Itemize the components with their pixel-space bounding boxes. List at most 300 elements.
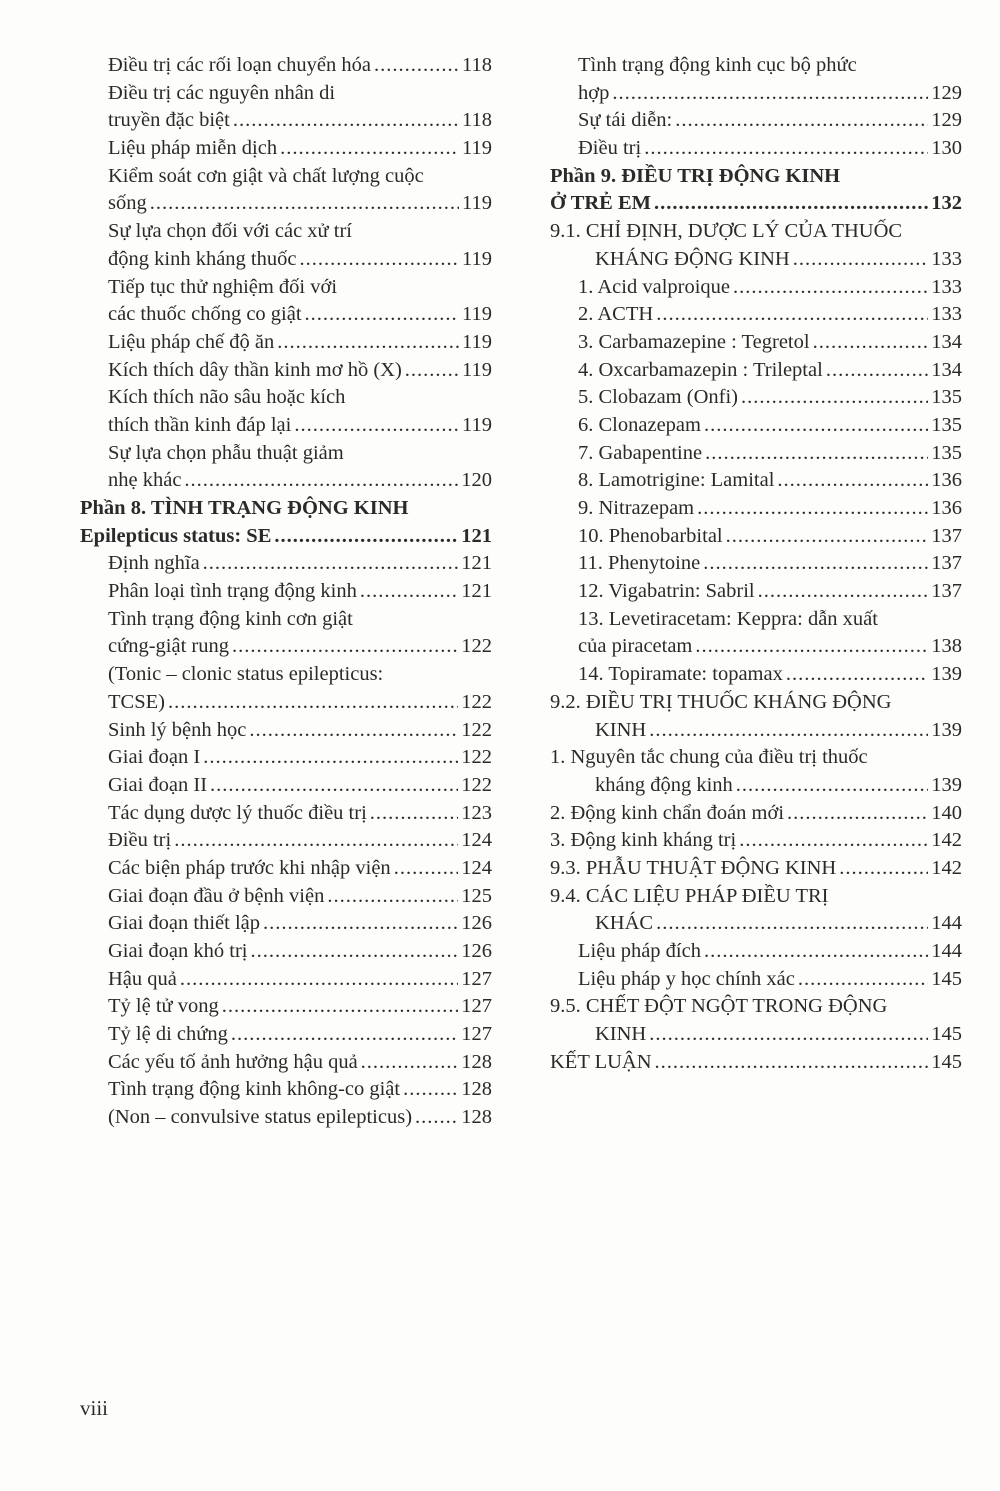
- toc-entry-line: [550, 661, 962, 689]
- toc-entry-line: [80, 550, 492, 578]
- toc-page-number: 136: [931, 497, 962, 519]
- toc-entry[interactable]: [80, 800, 492, 828]
- toc-entry[interactable]: [550, 606, 962, 661]
- toc-entry-line: [80, 163, 492, 191]
- toc-entry[interactable]: [550, 800, 962, 828]
- dot-leader: [203, 744, 458, 772]
- toc-entry-title: Điều trị: [578, 137, 642, 160]
- toc-entry-line: [550, 578, 962, 606]
- dot-leader: [649, 1021, 928, 1049]
- toc-entry-line: [80, 938, 492, 966]
- toc-page-number: 134: [931, 330, 962, 353]
- toc-entry-title: 4. Oxcarbamazepin : Trileptal: [578, 358, 823, 381]
- toc-entry-title: 12. Vigabatrin: Sabril: [578, 580, 755, 603]
- toc-entry-title: Kiểm soát cơn giật và chất lượng cuộc: [108, 164, 424, 187]
- toc-entry[interactable]: [80, 661, 492, 716]
- toc-entry[interactable]: [80, 855, 492, 883]
- toc-page-number: 133: [931, 303, 962, 326]
- toc-entry[interactable]: [550, 495, 962, 523]
- toc-entry[interactable]: [550, 938, 962, 966]
- dot-leader: [695, 633, 928, 661]
- toc-entry-title: Điều trị: [108, 829, 172, 852]
- toc-entry-line: [80, 218, 492, 246]
- toc-entry-line: [80, 301, 492, 329]
- toc-entry-line: [550, 827, 962, 855]
- dot-leader: [813, 329, 929, 357]
- toc-entry-title: KINH: [595, 1023, 647, 1046]
- toc-entry[interactable]: [80, 52, 492, 80]
- toc-entry[interactable]: [550, 550, 962, 578]
- toc-entry[interactable]: [550, 440, 962, 468]
- dot-leader: [654, 190, 928, 218]
- dot-leader: [736, 772, 928, 800]
- toc-entry-title: Điều trị các nguyên nhân di: [108, 81, 336, 104]
- dot-leader: [203, 550, 459, 578]
- toc-page-number: 135: [931, 413, 962, 436]
- dot-leader: [704, 938, 928, 966]
- toc-page-number: 138: [931, 635, 962, 658]
- toc-entry-line: [80, 1021, 492, 1049]
- toc-page-number: 124: [461, 856, 492, 879]
- toc-entry-line: [80, 578, 492, 606]
- toc-entry-title: 5. Clobazam (Onfi): [578, 386, 738, 409]
- toc-entry[interactable]: [550, 523, 962, 551]
- toc-page-number: 126: [461, 940, 492, 962]
- toc-entry-title: 9.3. PHẪU THUẬT ĐỘNG KINH: [550, 856, 837, 879]
- toc-page-number: 127: [461, 1023, 492, 1046]
- toc-entry-line: [550, 744, 962, 772]
- dot-leader: [655, 1049, 929, 1077]
- toc-page-number: 118: [462, 54, 492, 76]
- toc-entry-title: Tỷ lệ tử vong: [108, 995, 219, 1018]
- toc-entry[interactable]: [550, 689, 962, 744]
- toc-page-number: 125: [461, 884, 492, 907]
- toc-entry-line: [550, 301, 962, 329]
- dot-leader: [327, 883, 458, 911]
- toc-section-heading[interactable]: [550, 163, 962, 218]
- toc-entry-title: KINH: [595, 718, 647, 741]
- dot-leader: [705, 440, 928, 468]
- toc-entry-line: [80, 495, 492, 523]
- toc-page-number: 127: [461, 967, 492, 990]
- toc-entry[interactable]: [550, 467, 962, 495]
- toc-entry[interactable]: [80, 883, 492, 911]
- toc-entry-title: Giai đoạn II: [108, 773, 208, 796]
- toc-entry-title: 3. Carbamazepine : Tegretol: [578, 330, 810, 353]
- toc-entry-title: 11. Phenytoine: [578, 552, 701, 575]
- toc-entry-title: cứng-giật rung: [108, 635, 229, 658]
- toc-entry-title: truyền đặc biệt: [108, 109, 230, 132]
- toc-page-number: 121: [461, 524, 492, 547]
- dot-leader: [777, 467, 928, 495]
- toc-entry-title: Giai đoạn I: [108, 746, 201, 769]
- toc-entry[interactable]: [550, 855, 962, 883]
- toc-page-number: 134: [931, 358, 962, 381]
- dot-leader: [263, 910, 458, 938]
- dot-leader: [294, 412, 459, 440]
- toc-entry[interactable]: [80, 910, 492, 938]
- toc-entry-title: Tình trạng động kinh cục bộ phức: [578, 54, 857, 76]
- dot-leader: [370, 800, 458, 828]
- toc-entry-line: [550, 384, 962, 412]
- dot-leader: [299, 246, 459, 274]
- toc-entry-title: Định nghĩa: [108, 552, 200, 575]
- toc-entry-line: [550, 689, 962, 717]
- toc-entry-line: [550, 910, 962, 938]
- toc-entry-line: [80, 52, 492, 80]
- toc-entry-title: các thuốc chống co giật: [108, 303, 302, 326]
- toc-page-number: 133: [931, 247, 962, 270]
- toc-entry-title: Liệu pháp miễn dịch: [108, 137, 278, 160]
- dot-leader: [798, 966, 928, 994]
- toc-entry-line: [550, 606, 962, 634]
- toc-entry-line: [80, 412, 492, 440]
- toc-entry-title: Epilepticus status: SE: [80, 524, 272, 547]
- toc-page-number: 119: [462, 192, 492, 215]
- toc-page-number: 119: [462, 303, 492, 326]
- toc-entry-line: [80, 883, 492, 911]
- toc-entry[interactable]: [550, 218, 962, 273]
- toc-entry[interactable]: [550, 966, 962, 994]
- toc-entry-line: [80, 633, 492, 661]
- toc-entry-line: [80, 827, 492, 855]
- toc-entry-line: [80, 966, 492, 994]
- toc-entry[interactable]: [80, 80, 492, 135]
- toc-entry-line: [80, 910, 492, 938]
- toc-page-number: 142: [931, 856, 962, 879]
- dot-leader: [656, 910, 928, 938]
- dot-leader: [675, 107, 928, 135]
- toc-entry[interactable]: [550, 827, 962, 855]
- toc-entry-title: động kinh kháng thuốc: [108, 247, 297, 270]
- toc-page-number: 129: [931, 109, 962, 132]
- toc-entry[interactable]: [550, 301, 962, 329]
- toc-entry-title: KHÁC: [595, 912, 654, 935]
- toc-entry[interactable]: [80, 163, 492, 218]
- toc-entry-line: [80, 467, 492, 495]
- toc-entry-title: Sự lựa chọn đối với các xử trí: [108, 220, 352, 243]
- toc-page-number: 137: [931, 524, 962, 547]
- toc-entry-line: [80, 1104, 492, 1132]
- toc-page-number: 122: [461, 773, 492, 796]
- toc-entry-title: Sự lựa chọn phẫu thuật giảm: [108, 441, 344, 464]
- dot-leader: [274, 523, 458, 551]
- dot-leader: [403, 1076, 458, 1104]
- dot-leader: [251, 938, 459, 966]
- dot-leader: [726, 523, 929, 551]
- toc-entry-title: kháng động kinh: [595, 773, 733, 796]
- toc-entry[interactable]: [80, 772, 492, 800]
- dot-leader: [277, 329, 459, 357]
- toc-entry[interactable]: [550, 578, 962, 606]
- toc-entry[interactable]: [80, 606, 492, 661]
- toc-entry[interactable]: [550, 135, 962, 163]
- toc-entry[interactable]: [80, 1076, 492, 1104]
- toc-entry-title: sống: [108, 192, 147, 215]
- toc-entry-line: [80, 855, 492, 883]
- toc-entry-title: 6. Clonazepam: [578, 413, 701, 436]
- toc-entry-title: Tỷ lệ di chứng: [108, 1023, 228, 1046]
- toc-entry-line: [550, 80, 962, 108]
- toc-entry-title: 9.4. CÁC LIỆU PHÁP ĐIỀU TRỊ: [550, 884, 829, 907]
- dot-leader: [649, 717, 928, 745]
- dot-leader: [184, 467, 458, 495]
- toc-entry-line: [550, 772, 962, 800]
- toc-entry-title: Tình trạng động kinh không-co giật: [108, 1078, 401, 1101]
- toc-entry-title: Các biện pháp trước khi nhập viện: [108, 856, 391, 879]
- toc-entry-title: Sinh lý bệnh học: [108, 718, 247, 741]
- toc-page-number: 139: [931, 663, 962, 686]
- toc-entry-title: Tiếp tục thử nghiệm đối với: [108, 275, 338, 298]
- toc-entry[interactable]: [550, 329, 962, 357]
- toc-entry[interactable]: [80, 578, 492, 606]
- toc-entry[interactable]: [80, 274, 492, 329]
- dot-leader: [739, 827, 928, 855]
- toc-entry[interactable]: [80, 550, 492, 578]
- toc-entry-line: [80, 744, 492, 772]
- toc-entry[interactable]: [550, 993, 962, 1048]
- dot-leader: [644, 135, 928, 163]
- toc-entry-line: [550, 440, 962, 468]
- toc-entry[interactable]: [80, 218, 492, 273]
- toc-page-number: 122: [461, 746, 492, 769]
- toc-right-column: [550, 52, 962, 1076]
- toc-entry-title: nhẹ khác: [108, 469, 182, 492]
- toc-entry-title: Liệu pháp đích: [578, 940, 701, 962]
- toc-entry-line: [550, 329, 962, 357]
- toc-page-number: 122: [461, 718, 492, 741]
- toc-entry-title: KẾT LUẬN: [550, 1050, 652, 1073]
- toc-entry-title: (Non – convulsive status epilepticus): [108, 1106, 413, 1129]
- toc-entry-line: [550, 274, 962, 302]
- toc-entry-title: 7. Gabapentine: [578, 441, 703, 464]
- toc-entry-line: [550, 1049, 962, 1077]
- toc-entry[interactable]: [80, 1104, 492, 1132]
- dot-leader: [210, 772, 458, 800]
- toc-page-number: 133: [931, 275, 962, 298]
- toc-entry-title: 9. Nitrazepam: [578, 497, 695, 519]
- toc-entry-line: [550, 190, 962, 218]
- toc-page-number: 140: [931, 801, 962, 824]
- toc-page-number: 139: [931, 718, 962, 741]
- toc-entry-title: TCSE): [108, 690, 165, 713]
- toc-page-number: 118: [462, 109, 492, 132]
- toc-entry[interactable]: [80, 1021, 492, 1049]
- toc-page-number: 144: [931, 940, 962, 962]
- dot-leader: [703, 550, 928, 578]
- toc-page-number: 119: [462, 358, 492, 381]
- toc-page-number: 120: [461, 469, 492, 492]
- toc-page-number: 121: [461, 580, 492, 603]
- dot-leader: [280, 135, 459, 163]
- page-number: viii: [80, 1396, 109, 1420]
- toc-entry-line: [80, 689, 492, 717]
- dot-leader: [415, 1104, 458, 1132]
- toc-entry-title: 2. Động kinh chẩn đoán mới: [550, 801, 785, 824]
- toc-page-number: 122: [461, 690, 492, 713]
- toc-entry-line: [80, 135, 492, 163]
- toc-entry-title: 2. ACTH: [578, 303, 654, 326]
- toc-entry-line: [550, 135, 962, 163]
- dot-leader: [697, 495, 928, 523]
- dot-leader: [305, 301, 459, 329]
- toc-page-number: 145: [931, 1050, 962, 1073]
- toc-entry-title: Tác dụng dược lý thuốc điều trị: [108, 801, 367, 824]
- toc-entry-line: [80, 440, 492, 468]
- toc-page-number: 119: [462, 330, 492, 353]
- dot-leader: [361, 1049, 459, 1077]
- toc-entry[interactable]: [550, 357, 962, 385]
- toc-page-number: 128: [461, 1050, 492, 1073]
- toc-entry-line: [550, 938, 962, 966]
- toc-entry[interactable]: [550, 661, 962, 689]
- toc-entry[interactable]: [80, 135, 492, 163]
- toc-entry-line: [550, 163, 962, 191]
- toc-page-number: 145: [931, 967, 962, 990]
- toc-page-number: 135: [931, 386, 962, 409]
- dot-leader: [231, 1021, 458, 1049]
- toc-entry[interactable]: [550, 412, 962, 440]
- dot-leader: [174, 827, 458, 855]
- toc-entry[interactable]: [80, 744, 492, 772]
- toc-entry-line: [550, 993, 962, 1021]
- toc-entry-title: Các yếu tố ảnh hưởng hậu quả: [108, 1050, 358, 1073]
- toc-entry[interactable]: [550, 52, 962, 107]
- toc-entry-line: [550, 52, 962, 80]
- dot-leader: [839, 855, 928, 883]
- toc-page-number: 121: [461, 552, 492, 575]
- toc-entry-title: 1. Nguyên tắc chung của điều trị thuốc: [550, 746, 868, 769]
- toc-entry-line: [550, 412, 962, 440]
- toc-entry[interactable]: [80, 966, 492, 994]
- toc-entry-title: Phân loại tình trạng động kinh: [108, 580, 357, 603]
- toc-section-heading[interactable]: [80, 495, 492, 550]
- dot-leader: [793, 246, 929, 274]
- dot-leader: [612, 80, 928, 108]
- dot-leader: [222, 993, 459, 1021]
- toc-entry[interactable]: [550, 274, 962, 302]
- toc-page-number: 129: [931, 81, 962, 104]
- toc-entry[interactable]: [80, 993, 492, 1021]
- toc-entry[interactable]: [80, 1049, 492, 1077]
- toc-page-number: 130: [931, 137, 962, 160]
- toc-entry-title: Tình trạng động kinh cơn giật: [108, 607, 353, 630]
- toc-entry-title: 9.2. ĐIỀU TRỊ THUỐC KHÁNG ĐỘNG: [550, 690, 892, 713]
- toc-entry-title: Ở TRẺ EM: [550, 192, 651, 215]
- toc-page-number: 124: [461, 829, 492, 852]
- toc-page-number: 144: [931, 912, 962, 935]
- toc-entry-title: 13. Levetiracetam: Keppra: dẫn xuất: [578, 607, 878, 630]
- toc-entry-line: [80, 1049, 492, 1077]
- toc-entry-line: [80, 329, 492, 357]
- toc-entry-title: thích thần kinh đáp lại: [108, 413, 292, 436]
- toc-entry[interactable]: [550, 1049, 962, 1077]
- dot-leader: [733, 274, 928, 302]
- toc-entry-line: [80, 800, 492, 828]
- toc-entry-line: [80, 993, 492, 1021]
- dot-leader: [786, 661, 928, 689]
- toc-page-number: 135: [931, 441, 962, 464]
- toc-entry-title: Giai đoạn đầu ở bệnh viện: [108, 884, 325, 907]
- dot-leader: [787, 800, 928, 828]
- dot-leader: [168, 689, 458, 717]
- toc-entry[interactable]: [550, 107, 962, 135]
- dot-leader: [405, 357, 459, 385]
- toc-page-number: 137: [931, 552, 962, 575]
- toc-entry-title: 3. Động kinh kháng trị: [550, 829, 737, 852]
- toc-entry-line: [550, 800, 962, 828]
- toc-page-number: 132: [931, 192, 962, 215]
- toc-left-column: [80, 52, 492, 1132]
- dot-leader: [394, 855, 459, 883]
- toc-page-number: 127: [461, 995, 492, 1018]
- toc-entry-line: [550, 246, 962, 274]
- toc-page-number: 128: [461, 1106, 492, 1129]
- toc-entry[interactable]: [80, 827, 492, 855]
- toc-entry-title: Kích thích dây thần kinh mơ hồ (X): [108, 358, 402, 381]
- toc-entry-title: (Tonic – clonic status epilepticus:: [108, 663, 384, 686]
- toc-entry-line: [80, 274, 492, 302]
- toc-page-number: 119: [462, 137, 492, 160]
- toc-page-number: 119: [462, 247, 492, 270]
- toc-entry-title: Điều trị các rối loạn chuyển hóa: [108, 54, 371, 76]
- toc-entry-line: [550, 966, 962, 994]
- toc-entry[interactable]: [550, 883, 962, 938]
- toc-page-number: 136: [931, 469, 962, 492]
- toc-entry[interactable]: [80, 717, 492, 745]
- toc-page-number: 126: [461, 912, 492, 935]
- toc-entry-title: KHÁNG ĐỘNG KINH: [595, 247, 790, 270]
- toc-entry-line: [550, 218, 962, 246]
- toc-entry-line: [550, 1021, 962, 1049]
- toc-entry-line: [550, 523, 962, 551]
- toc-entry-line: [550, 550, 962, 578]
- dot-leader: [249, 717, 458, 745]
- toc-entry-line: [550, 633, 962, 661]
- toc-entry-line: [550, 883, 962, 911]
- toc-page-number: 137: [931, 580, 962, 603]
- toc-entry[interactable]: [550, 744, 962, 799]
- toc-entry-title: Giai đoạn khó trị: [108, 940, 248, 962]
- toc-entry-line: [550, 357, 962, 385]
- dot-leader: [180, 966, 458, 994]
- toc-entry-title: Hậu quả: [108, 967, 177, 990]
- dot-leader: [374, 52, 459, 80]
- toc-page-number: 145: [931, 1023, 962, 1046]
- toc-entry-title: 9.5. CHẾT ĐỘT NGỘT TRONG ĐỘNG: [550, 995, 888, 1018]
- toc-page-number: 139: [931, 773, 962, 796]
- toc-entry[interactable]: [80, 440, 492, 495]
- toc-entry[interactable]: [80, 329, 492, 357]
- toc-entry[interactable]: [80, 938, 492, 966]
- toc-entry-line: [80, 357, 492, 385]
- toc-entry-title: 10. Phenobarbital: [578, 524, 723, 547]
- toc-entry-line: [550, 855, 962, 883]
- toc-entry[interactable]: [80, 384, 492, 439]
- toc-entry-line: [80, 1076, 492, 1104]
- toc-entry-title: của piracetam: [578, 635, 693, 658]
- toc-entry-line: [80, 717, 492, 745]
- toc-entry[interactable]: [550, 384, 962, 412]
- toc-entry-line: [550, 107, 962, 135]
- dot-leader: [232, 633, 458, 661]
- toc-entry-title: Phần 8. TÌNH TRẠNG ĐỘNG KINH: [80, 497, 409, 519]
- toc-entry-title: Kích thích não sâu hoặc kích: [108, 386, 346, 409]
- toc-entry-line: [80, 80, 492, 108]
- toc-entry[interactable]: [80, 357, 492, 385]
- toc-entry-title: 9.1. CHỈ ĐỊNH, DƯỢC LÝ CỦA THUỐC: [550, 220, 903, 243]
- dot-leader: [233, 107, 459, 135]
